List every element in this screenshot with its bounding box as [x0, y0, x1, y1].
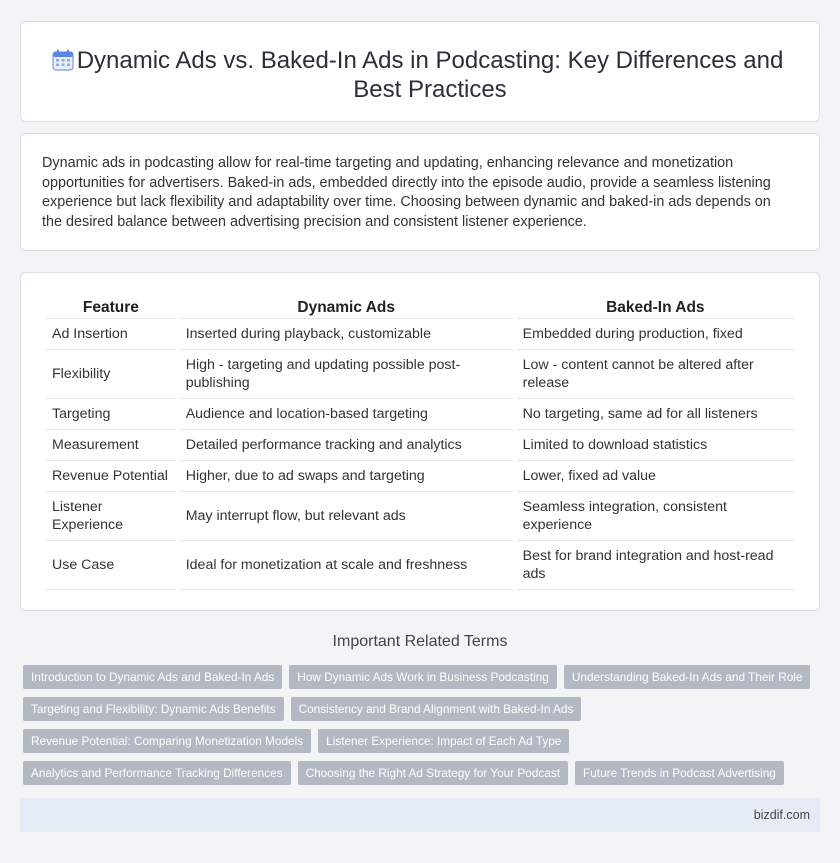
comparison-table — [42, 297, 798, 590]
table-row — [46, 319, 794, 350]
table-cell: Low - content cannot be altered after release — [517, 350, 794, 399]
table-cell: Seamless integration, consistent experience — [517, 492, 794, 541]
related-term-tag[interactable]: Introduction to Dynamic Ads and Baked-In Ads — [23, 665, 282, 689]
related-term-tag[interactable]: Understanding Baked-In Ads and Their Role — [564, 665, 811, 689]
related-terms-list — [23, 665, 823, 793]
related-term-tag[interactable]: Analytics and Performance Tracking Differences — [23, 761, 291, 785]
table-row — [46, 430, 794, 461]
table-cell: Embedded during production, fixed — [517, 319, 794, 350]
table-cell: Use Case — [46, 541, 176, 590]
header-card — [20, 21, 820, 122]
table-header-row — [46, 297, 794, 319]
related-term-tag[interactable]: Choosing the Right Ad Strategy for Your Podcast — [298, 761, 568, 785]
comparison-table-card — [20, 272, 820, 611]
intro-paragraph: Dynamic ads in podcasting allow for real-time targeting and updating, enhancing relevance and monetization opportunities for advertisers. Baked-in ads, embedded directly into the episode audio, provide a seamless listening experience but lack flexibility and adaptability over time. Choosing between dynamic and baked-in ads depends on the desired balance between advertising precision and consistent listener experience. — [42, 155, 771, 230]
table-row — [46, 461, 794, 492]
table-cell: High - targeting and updating possible post-publishing — [180, 350, 513, 399]
table-cell: Ad Insertion — [46, 319, 176, 350]
page-title: Dynamic Ads vs. Baked-In Ads in Podcasting: Key Differences and Best Practices — [76, 47, 784, 103]
table-cell: Lower, fixed ad value — [517, 461, 794, 492]
table-cell: Best for brand integration and host-read ads — [517, 541, 794, 590]
table-row — [46, 541, 794, 590]
table-cell: Targeting — [46, 399, 176, 430]
table-cell: Limited to download statistics — [517, 430, 794, 461]
table-cell: Higher, due to ad swaps and targeting — [180, 461, 513, 492]
header-dynamic-ads: Dynamic Ads — [180, 297, 513, 319]
footer — [20, 798, 820, 832]
table-row — [46, 350, 794, 399]
table-cell: No targeting, same ad for all listeners — [517, 399, 794, 430]
header-feature: Feature — [46, 297, 176, 319]
table-cell: May interrupt flow, but relevant ads — [180, 492, 513, 541]
related-term-tag[interactable]: Targeting and Flexibility: Dynamic Ads Benefits — [23, 697, 284, 721]
table-cell: Revenue Potential — [46, 461, 176, 492]
table-cell: Listener Experience — [46, 492, 176, 541]
table-cell: Ideal for monetization at scale and freshness — [180, 541, 513, 590]
related-term-tag[interactable]: Listener Experience: Impact of Each Ad Type — [318, 729, 569, 753]
intro-card — [20, 133, 820, 251]
site-name-link[interactable]: bizdif.com — [753, 808, 810, 822]
table-row — [46, 399, 794, 430]
header-baked-in-ads: Baked-In Ads — [517, 297, 794, 319]
related-term-tag[interactable]: Consistency and Brand Alignment with Baked-In Ads — [291, 697, 582, 721]
related-term-tag[interactable]: How Dynamic Ads Work in Business Podcasting — [289, 665, 557, 689]
table-cell: Measurement — [46, 430, 176, 461]
related-term-tag[interactable]: Future Trends in Podcast Advertising — [575, 761, 784, 785]
table-cell: Audience and location-based targeting — [180, 399, 513, 430]
table-cell: Flexibility — [46, 350, 176, 399]
related-terms-title: Important Related Terms — [332, 633, 508, 650]
table-cell: Detailed performance tracking and analytics — [180, 430, 513, 461]
table-row — [46, 492, 794, 541]
related-term-tag[interactable]: Revenue Potential: Comparing Monetization Models — [23, 729, 311, 753]
table-cell: Inserted during playback, customizable — [180, 319, 513, 350]
